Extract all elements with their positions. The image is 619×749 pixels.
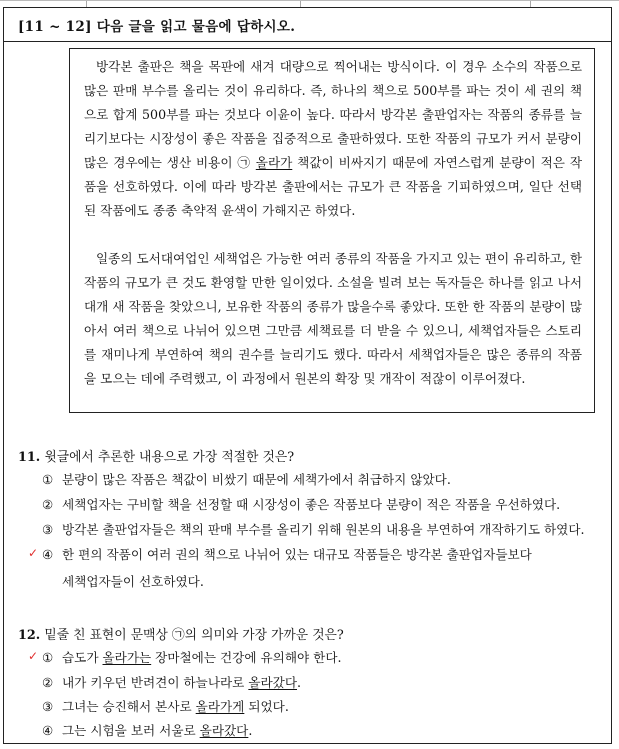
underlined-target-word: 올라가 [255,155,293,170]
question-stem: 밑줄 친 표현이 문맥상 ㉠의 의미와 가장 가까운 것은? [44,628,344,643]
exam-sheet [3,7,612,744]
q12-choice-2[interactable]: ② 내가 키우던 반려견이 하늘나라로 올라갔다. [42,675,302,690]
q11-choice-4-continuation: 세책업자들이 선호하였다. [62,574,204,589]
q11-choice-4[interactable]: ④ 한 편의 작품이 여러 권의 책으로 나뉘어 있는 대규모 작품들은 방각본 출판업자들보다 [42,547,532,562]
q12-choice-1[interactable]: ① 습도가 올라가는 장마철에는 건강에 유의해야 한다. [42,650,342,665]
top-border-strip [0,0,619,7]
question-12 [18,624,344,643]
question-number: 12. [18,628,41,643]
question-11 [18,446,294,465]
reading-passage [69,48,595,413]
section-header: [11 ~ 12] 다음 글을 읽고 물음에 답하시오. [18,19,296,35]
check-mark-icon: ✓ [28,649,39,663]
passage-paragraph-2: 일종의 도서대여업인 세책업은 가능한 여러 종류의 작품을 가지고 있는 편이 유리하고, 한 작품의 규모가 큰 것도 환영할 만한 일이었다. 소설을 빌려 보는 독자들은 하나를 읽고 나서 대개 새 작품을 찾았으니, 보유한 작품의 종류가 많을수록 좋았다. 또한 한 작품의 분량이 많아서 여러 책으로 나뉘어 있으면 그만큼 세책료를 더 받을 수 있으니, 세책업자들은 스토리를 재미나게 부연하여 책의 권수를 늘리기도 했다. 따라서 세책업자들은 많은 종류의 작품을 모으는 데에 주력했고, 이 과정에서 원본의 확장 및 개작이 적잖이 이루어졌다. [84,251,583,386]
question-number: 11. [18,450,41,465]
q12-choice-4[interactable]: ④ 그는 시험을 보러 서울로 올라갔다. [42,723,253,738]
q11-choice-2[interactable]: ② 세책업자는 구비할 책을 선정할 때 시장성이 좋은 작품보다 분량이 적은 작품을 우선하였다. [42,497,561,512]
q12-choice-3[interactable]: ③ 그녀는 승진해서 본사로 올라가게 되었다. [42,699,289,714]
check-mark-icon: ✓ [28,546,39,560]
passage-paragraph-1: 방각본 출판은 책을 목판에 새겨 대량으로 찍어내는 방식이다. 이 경우 소수의 작품으로 많은 판매 부수를 올리는 것이 유리하다. 즉, 하나의 책으로 500부를 파는 것이 세 권의 책으로 합계 500부를 파는 것보다 이윤이 높다. 따라서 방각본 출판업자는 작품의 종류를 늘리기보다는 시장성이 좋은 작품을 집중적으로 출판하였다. 또한 작품의 규모가 커서 분량이 많은 경우에는 생산 비용이 ㉠ 올라가 책값이 비싸지기 때문에 자연스럽게 분량이 적은 작품을 선호하였다. 이에 따라 방각본 출판에서는 규모가 큰 작품을 기피하였으며, 일단 선택된 작품에도 종종 축약적 윤색이 가해지곤 하였다. [84,59,583,218]
q11-choice-3[interactable]: ③ 방각본 출판업자들은 책의 판매 부수를 올리기 위해 원본의 내용을 부연하여 개작하기도 하였다. [42,522,585,537]
q11-choice-1[interactable]: ① 분량이 많은 작품은 책값이 비쌌기 때문에 세책가에서 취급하지 않았다. [42,472,451,487]
question-stem: 윗글에서 추론한 내용으로 가장 적절한 것은? [44,450,295,465]
header-divider [4,41,611,42]
